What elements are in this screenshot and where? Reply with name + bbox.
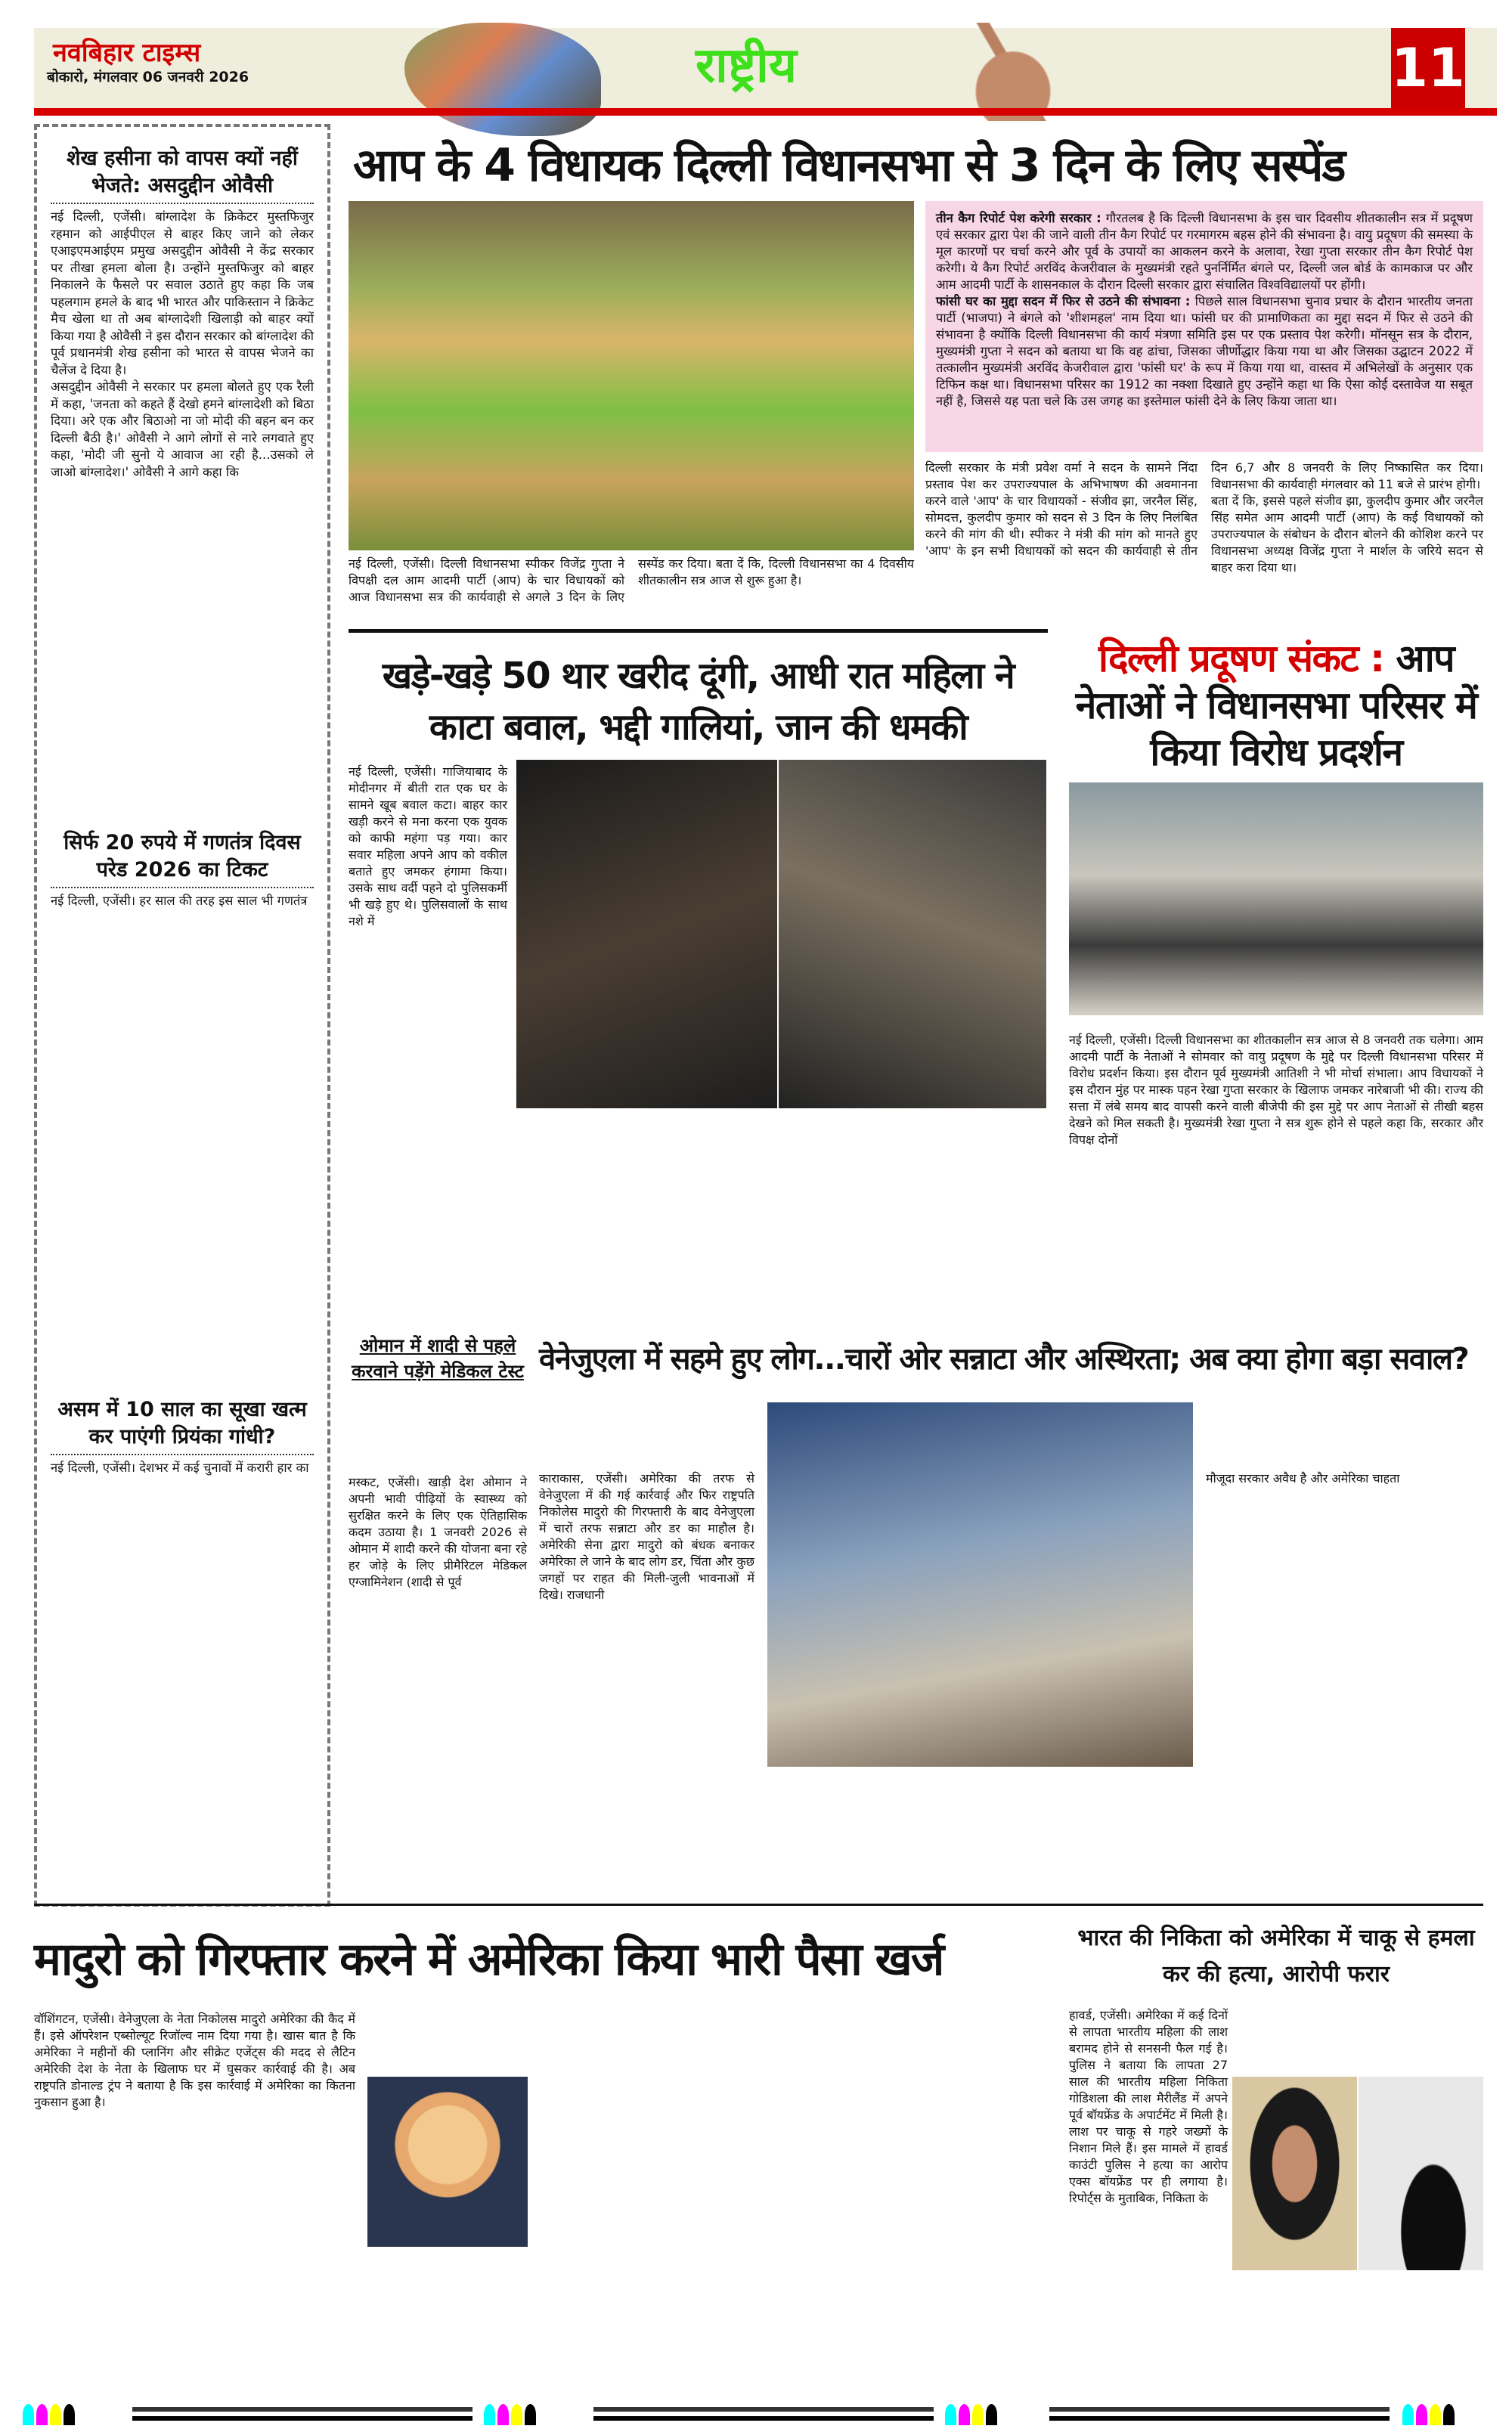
article-headline: शेख हसीना को वापस क्यों नहीं भेजते: असदुद्दीन ओवैसी (51, 145, 314, 204)
newspaper-brand: नवबिहार टाइम्स (53, 38, 201, 68)
article-body: बता दें कि, इससे पहले संजीव झा, कुलदीप कुमार और जरनैल सिंह समेत आम आदमी पार्टी (आप) के कई विधायकों को उपराज्यपाल के संबोधन के दौरान बोलने की कोशिश करने पर विधानसभा अध्यक्ष विजेंद्र गुप्ता ने मार्शल के जरिये सदन से बाहर करा दिया था। (1211, 494, 1483, 575)
section-divider (349, 629, 1048, 633)
article-headline: असम में 10 साल का सूखा खत्म कर पाएंगी प्रियंका गांधी? (51, 1396, 314, 1455)
venezuela-body: काराकास, एजेंसी। अमेरिका की तरफ से वेनेजुएला में की गई कार्रवाई और फिर राष्ट्रपति निकोलेस मादुरो की गिरफ्तारी के बाद वेनेजुएला में चारों तरफ सन्नाटा और डर का माहौल है। अमेरिकी सेना द्वारा मादुरो को बंधक बनाकर अमेरिका ले जाने के बाद लोग डर, चिंता और कुछ जगहों पर राहत की मिली-जुली भावनाओं में दिखे। राजधानी (539, 1471, 754, 1602)
section-title: राष्ट्रीय (696, 38, 797, 94)
oman-body: मस्कट, एजेंसी। खाड़ी देश ओमान ने अपनी भावी पीढ़ियों के स्वास्थ्य को सुरक्षित करने के लिए एक ऐतिहासिक कदम उठाया है। 1 जनवरी 2026 से ओमान में शादी करने की योजना बना रहे हर जोड़े के लिए प्रीमैरिटल मेडिकल एग्जामिनेशन (शादी से पूर्व (349, 1475, 527, 1589)
article-body: नई दिल्ली, एजेंसी। देशभर में कई चुनावों में करारी हार का (51, 1461, 309, 1475)
registration-mark (945, 2404, 997, 2425)
knife-silhouette-image (1359, 2077, 1483, 2270)
maduro-headline: मादुरो को गिरफ्तार करने में अमेरिका किया भारी पैसा खर्ज (34, 1933, 943, 1986)
article-parade-ticket (51, 819, 314, 910)
lead-caption-body: नई दिल्ली, एजेंसी। दिल्ली विधानसभा स्पीकर विजेंद्र गुप्ता ने विपक्षी दल आम आदमी पार्टी (आप) के चार विधायकों को आज विधानसभा सत्र की कार्यवाही से अगले 3 दिन के लिए सस्पेंड कर दिया। बता दें कि, दिल्ली विधानसभा का 4 दिवसीय शीतकालीन सत्र आज से शुरू हुआ है। (349, 556, 914, 604)
pollution-headline (1069, 635, 1483, 776)
registration-mark (1402, 2404, 1455, 2425)
incident-photo-2 (779, 760, 1046, 1108)
incident-photo-1 (516, 760, 777, 1108)
section-divider (34, 1904, 1483, 1906)
state-map-collage-image (404, 23, 601, 136)
statue-image (949, 23, 1077, 121)
article-body: नई दिल्ली, एजेंसी। बांग्लादेश के क्रिकेटर मुस्तफिजुर रहमान को आईपीएल से बाहर किए जाने को लेकर एआइएमआईएम प्रमुख असदुद्दीन ओवैसी ने केंद्र सरकार पर तीखा हमला बोला है। उन्होंने मुस्तफिजुर को बाहर निकालने के फैसले पर सवाल उठाते हुए कहा कि जब पहलगाम हमले के बाद भी भारत और पाकिस्तान ने क्रिकेट मैच खेला था तो अब बांग्लादेशी खिलाड़ी को बाहर क्यों किया गया है ओवैसी ने इस दौरान सरकार को बांग्लादेश की पूर्व प्रधानमंत्री शेख हसीना को भारत से वापस भेजने का चैलेंज दे दिया है। (51, 209, 314, 377)
registration-mark (23, 2404, 75, 2425)
venezuela-right-column: मौजूदा सरकार अवैध है और अमेरिका चाहता (1206, 1471, 1400, 1486)
trump-photo (367, 2077, 528, 2247)
masthead-divider (34, 108, 1497, 116)
sidebar-subhead: तीन कैग रिपोर्ट पेश करेगी सरकार : (936, 211, 1101, 225)
thar-body: नई दिल्ली, एजेंसी। गाजियाबाद के मोदीनगर में बीती रात एक घर के सामने खूब बवाल कटा। बाहर कार खड़ी करने से मना करना एक युवक को काफी महंगा पड़ गया। कार सवार महिला अपने आप को वकील बताते हुए जमकर हंगामा किया। उसके साथ वर्दी पहने दो पुलिसकर्मी भी खड़े हुए थे। पुलिसवालों के साथ नशे में (349, 764, 507, 928)
article-body: असदुद्दीन ओवैसी ने सरकार पर हमला बोलते हुए एक रैली में कहा, 'जनता को कहते हैं देखो हमने बांग्लादेशी को बिठा दिया। अरे एक और बिठाओ ना जो मोदी की बहन बन कर दिल्ली बैठी है।' ओवैसी ने आगे लोगों से नारे लगवाते हुए कहा, 'मोदी जी सुनो ये आवाज आ रही है...उसको ले जाओ बांग्लादेश।' ओवैसी ने आगे कहा कि (51, 380, 314, 479)
dateline: बोकारो, मंगलवार 06 जनवरी 2026 (47, 69, 249, 85)
sidebar-subhead: फांसी घर का मुद्दा सदन में फिर से उठने की संभावना : (936, 294, 1191, 308)
article-assam-priyanka (51, 1386, 314, 1477)
oman-headline: ओमान में शादी से पहले करवाने पड़ेंगे मेडिकल टेस्ट (352, 1335, 524, 1382)
sidebar-text: गौरतलब है कि दिल्ली विधानसभा के इस चार दिवसीय शीतकालीन सत्र में प्रदूषण एवं सरकार द्वारा पेश की जाने वाली तीन कैग रिपोर्ट पर गरमागरम बहस होने की संभावना है। वायु प्रदूषण की समस्या के मूल कारणों पर चर्चा करने और पूर्व के उपायों का आकलन करने के अलावा, रेखा गुप्ता सरकार तीन कैग रिपोर्ट पेश करेगी। ये कैग रिपोर्ट अरविंद केजरीवाल के मुख्यमंत्री रहते पुनर्निर्मित बंगले पर, दिल्ली जल बोर्ड के कामकाज पर और आम आदमी पार्टी के शासनकाल के दौरान दिल्ली सरकार द्वारा संचालित विश्वविद्यालयों पर होंगी। (936, 211, 1473, 292)
thar-headline: खड़े-खड़े 50 थार खरीद दूंगी, आधी रात महिला ने काटा बवाल, भद्दी गालियां, जान की धमकी (382, 655, 1015, 748)
maduro-body: वॉशिंगटन, एजेंसी। वेनेजुएला के नेता निकोलस मादुरो अमेरिका की कैद में हैं। इसे ऑपरेशन एब्सोल्यूट रिजॉल्व नाम दिया गया है। खास बात है कि अमेरिका ने महीनों की प्लानिंग और सीक्रेट एजेंट्स की मदद से लैटिन अमेरिकी देश के नेता के खिलाफ घर में घुसकर कार्रवाई की है। अब राष्ट्रपति डोनाल्ड ट्रंप ने बताया है कि इस कार्रवाई में अमेरिका का कितना नुकसान हुआ है। (34, 2012, 355, 2109)
protest-photo (1069, 782, 1483, 1015)
article-owaisi (51, 145, 314, 481)
victim-photo (1232, 2077, 1357, 2270)
lead-sidebar-box (925, 201, 1483, 452)
sidebar-text: पिछले साल विधानसभा चुनाव प्रचार के दौरान भारतीय जनता पार्टी (भाजपा) ने बंगले को 'शीशमहल' नाम दिया था। फांसी घर की प्रामाणिकता का मुद्दा सदन में फिर से उठने की संभावना है क्योंकि दिल्ली विधानसभा की कार्य मंत्रणा समिति इस पर एक प्रस्ताव पेश करेगी। मॉनसून सत्र के दौरान, मुख्यमंत्री गुप्ता ने सदन को बताया था कि वह ढांचा, जिसका जीर्णोद्धार किया गया था और जिसका उद्घाटन 2022 में तत्कालीन मुख्यमंत्री अरविंद केजरीवाल द्वारा 'फांसी घर' के रूप में किया गया था, वास्तव में अभिलेखों के अनुसार एक टिफिन कक्ष था। विधानसभा परिसर का 1912 का नक्शा दिखाते हुए उन्होंने कहा था कि ऐसा कोई दस्तावेज या सबूत नहीं है, जिससे यह पता चले कि उस जगह का इस्तेमाल फांसी देने के लिए किया जाता था। (936, 294, 1473, 408)
venezuela-headline: वेनेजुएला में सहमे हुए लोग...चारों ओर सन्नाटा और अस्थिरता; अब क्या होगा बड़ा सवाल? (539, 1342, 1469, 1377)
nikita-body: हावर्ड, एजेंसी। अमेरिका में कई दिनों से लापता भारतीय महिला की लाश बरामद होने से सनसनी फैल गई है। पुलिस ने बताया कि लापता 27 साल की भारतीय महिला निकिता गोडिशला की लाश मैरीलैंड में अपने पूर्व बॉयफ्रेंड के अपार्टमेंट में मिली है। लाश पर चाकू से गहरे जख्मों के निशान मिले हैं। इस मामले में हावर्ड काउंटी पुलिस ने हत्या का आरोप एक्स बॉयफ्रेंड पर ही लगाया है। रिपोर्ट्स के मुताबिक, निकिता के (1069, 2008, 1228, 2205)
registration-bar (1049, 2407, 1390, 2421)
article-headline: सिर्फ 20 रुपये में गणतंत्र दिवस परेड 2026 का टिकट (51, 829, 314, 888)
pollution-body: नई दिल्ली, एजेंसी। दिल्ली विधानसभा का शीतकालीन सत्र आज से 8 जनवरी तक चलेगा। आम आदमी पार्टी के नेताओं ने सोमवार को वायु प्रदूषण के मुद्दे पर दिल्ली विधानसभा परिसर में विरोध प्रदर्शन किया। इस दौरान पूर्व मुख्यमंत्री आतिशी ने भी मोर्चा संभाला। आप विधायकों ने इस दौरान मुंह पर मास्क पहन रेखा गुप्ता सरकार के खिलाफ जमकर नारेबाजी भी की। राज्य की सत्ता में लंबे समय बाद वापसी करने वाली बीजेपी की इस मुद्दे पर आप नेताओं से तीखी बहस देखने को मिल सकती है। मुख्यमंत्री रेखा गुप्ता ने सत्र शुरू होने से पहले कहा कि, सरकार और विपक्ष दोनों (1069, 1033, 1483, 1147)
page-number: 11 (1391, 28, 1465, 108)
nikita-headline: भारत की निकिता को अमेरिका में चाकू से हमला कर की हत्या, आरोपी फरार (1077, 1925, 1475, 1988)
article-body: दिल्ली सरकार के मंत्री प्रवेश वर्मा ने सदन के सामने निंदा प्रस्ताव पेश कर उपराज्यपाल के अभिभाषण की अवमानना करने वाले 'आप' के चार विधायकों - संजीव झा, जरनैल सिंह, सोमदत्त, कुलदीप कुमार को सदन से 3 दिन के लिए निलंबित करने की मांग की थी। स्पीकर ने मंत्री की मांग को मानते हुए 'आप' के इन सभी विधायकों को सदन की कार्यवाही से तीन दिन 6,7 और 8 जनवरी के लिए निष्कासित कर दिया। विधानसभा की कार्यवाही मंगलवार को 11 बजे से प्रारंभ होगी। (925, 460, 1483, 558)
headline-red-part: दिल्ली प्रदूषण संकट : (1098, 637, 1384, 680)
lead-body (925, 460, 1483, 622)
article-body: नई दिल्ली, एजेंसी। हर साल की तरह इस साल भी गणतंत्र (51, 894, 308, 908)
registration-bar (132, 2407, 472, 2421)
assembly-photo (349, 201, 914, 550)
registration-bar (593, 2407, 934, 2421)
venezuela-street-photo (767, 1402, 1193, 1767)
left-news-column (34, 124, 330, 1907)
lead-headline: आप के 4 विधायक दिल्ली विधानसभा से 3 दिन के लिए सस्पेंड (353, 139, 1345, 192)
registration-mark (484, 2404, 536, 2425)
headline-black-part: आप नेताओं ने विधानसभा परिसर में किया विरोध प्रदर्शन (1075, 637, 1477, 774)
